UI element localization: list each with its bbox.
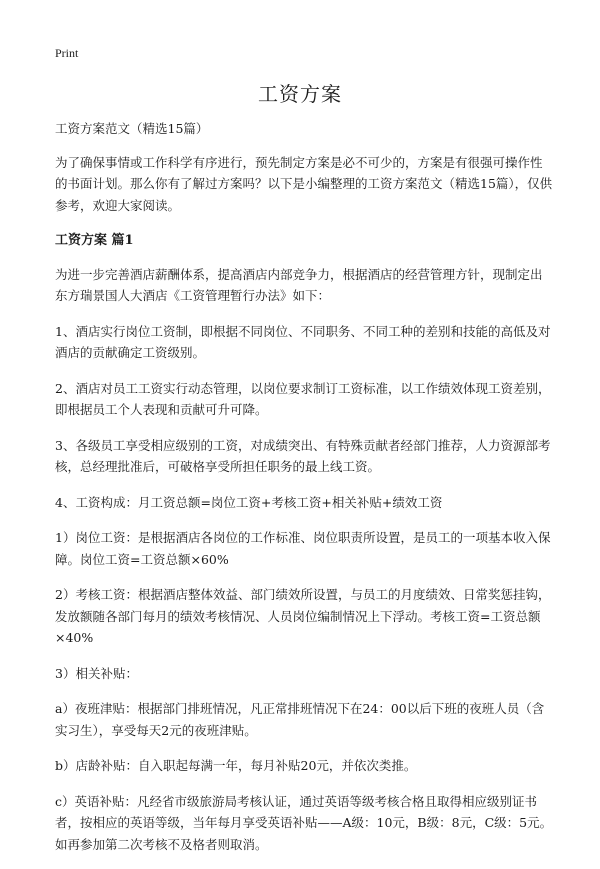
- intro-paragraph: 为了确保事情或工作科学有序进行，预先制定方案是必不可少的，方案是有很强可操作性的书面计划。那么你有了解过方案吗？以下是小编整理的工资方案范文（精选15篇），仅供参考，欢迎大家阅读。: [55, 154, 553, 213]
- document-subtitle: 工资方案范文（精选15篇）: [55, 121, 209, 136]
- paragraph-english-allowance: c）英语补贴：凡经省市级旅游局考核认证，通过英语等级考核合格且取得相应级别证书者，按相应的英语等级，当年每月享受英语补贴——A级：10元，B级：8元，C级：5元。如再参加第二次考核不及格者则取消。: [55, 793, 553, 852]
- document-body: [55, 118, 553, 869]
- paragraph-allowances: 3）相关补贴：: [55, 665, 138, 681]
- paragraph-assessment-wage: 2）考核工资：根据酒店整体效益、部门绩效所设置，与员工的月度绩效、日常奖惩挂钩，发放额随各部门每月的绩效考核情况、人员岗位编制情况上下浮动。考核工资=工资总额×40%: [55, 587, 551, 645]
- section-heading: 工资方案 篇1: [55, 233, 134, 248]
- paragraph-item-3: 3、各级员工享受相应级别的工资，对成绩突出、有特殊贡献者经部门推荐，人力资源部考核，总经理批准后，可破格享受所担任职务的最上线工资。: [55, 437, 551, 474]
- paragraph-item-4: 4、工资构成：月工资总额=岗位工资+考核工资+相关补贴+绩效工资: [55, 494, 443, 510]
- paragraph-item-2: 2、酒店对员工工资实行动态管理，以岗位要求制订工资标准，以工作绩效体现工资差别，即根据员工个人表现和贡献可升可降。: [55, 380, 551, 417]
- paragraph-item-1: 1、酒店实行岗位工资制，即根据不同岗位、不同职务、不同工种的差别和技能的高低及对酒店的贡献确定工资级别。: [55, 323, 551, 360]
- paragraph-night-allowance: a）夜班津贴：根据部门排班情况，凡正常排班情况下在24：00以后下班的夜班人员（含实习生），享受每天2元的夜班津贴。: [55, 701, 545, 738]
- paragraph-position-wage: 1）岗位工资：是根据酒店各岗位的工作标准、岗位职责所设置，是员工的一项基本收入保障。岗位工资=工资总额×60%: [55, 530, 551, 567]
- print-link[interactable]: Print: [55, 46, 79, 60]
- paragraph-preamble: 为进一步完善酒店薪酬体系，提高酒店内部竞争力，根据酒店的经营管理方针，现制定出东方瑞景国人大酒店《工资管理暂行办法》如下：: [55, 266, 543, 303]
- page-title: 工资方案: [258, 82, 342, 106]
- paragraph-seniority-allowance: b）店龄补贴：自入职起每满一年，每月补贴20元，并依次类推。: [55, 758, 417, 773]
